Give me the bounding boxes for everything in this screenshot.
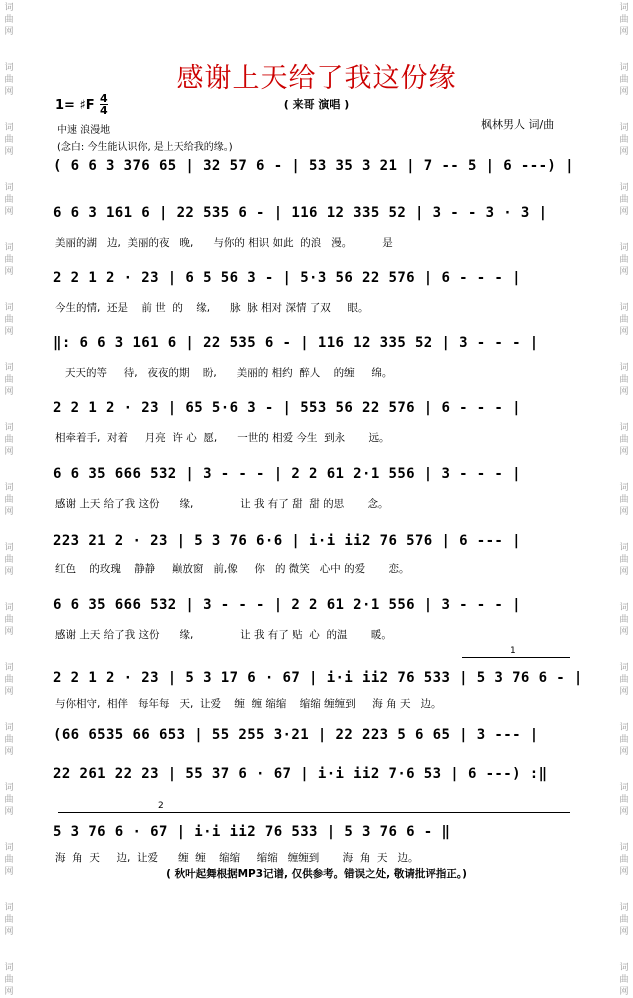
watermark-char: 曲	[4, 915, 14, 925]
watermark-char: 词	[4, 183, 14, 193]
volta-bracket-2	[58, 801, 570, 821]
watermark-char: 词	[4, 903, 14, 913]
watermark-char: 词	[4, 243, 14, 253]
watermark-char: 曲	[4, 855, 14, 865]
author-credit: 枫林男人 词/曲	[481, 118, 555, 131]
watermark-char: 网	[4, 267, 14, 277]
lyric-line-7: 红色 的玫瑰 静静 巅放窗 前,像 你 的 微笑 心中 的爱 恋。	[55, 563, 410, 575]
watermark-char: 网	[4, 507, 14, 517]
watermark-char: 网	[4, 747, 14, 757]
watermark-char: 曲	[4, 255, 14, 265]
score-line-6: 6 6 35 666 532 | 3 - - - | 2 2 61 2·1 556 | 3 - - - |	[53, 466, 521, 482]
watermark-char: 曲	[4, 435, 14, 445]
watermark-char: 网	[619, 567, 629, 577]
score-line-8: 6 6 35 666 532 | 3 - - - | 2 2 61 2·1 556 | 3 - - - |	[53, 597, 521, 613]
watermark-char: 词	[4, 3, 14, 13]
watermark-char: 词	[4, 843, 14, 853]
watermark-char: 词	[4, 603, 14, 613]
watermark-char: 曲	[4, 195, 14, 205]
time-signature-bottom: 4	[100, 104, 108, 117]
watermark-char: 词	[4, 543, 14, 553]
watermark-char: 曲	[619, 135, 629, 145]
watermark-char: 曲	[619, 495, 629, 505]
watermark-char: 曲	[4, 375, 14, 385]
watermark-char: 词	[4, 423, 14, 433]
watermark-char: 曲	[619, 255, 629, 265]
watermark-char: 曲	[619, 435, 629, 445]
watermark-char: 网	[619, 447, 629, 457]
watermark-char: 曲	[4, 975, 14, 985]
watermark-char: 词	[619, 843, 629, 853]
watermark-char: 网	[619, 867, 629, 877]
watermark-char: 曲	[619, 15, 629, 25]
watermark-char: 网	[619, 987, 629, 997]
watermark-char: 曲	[619, 615, 629, 625]
watermark-char: 曲	[619, 795, 629, 805]
watermark-char: 网	[4, 987, 14, 997]
transcription-note: ( 秋叶起舞根据MP3记谱, 仅供参考。错误之处, 敬请批评指正。)	[166, 868, 467, 880]
lyric-line-6: 感谢 上天 给了我 这份 缘, 让 我 有了 甜 甜 的思 念。	[55, 498, 389, 510]
watermark-char: 网	[619, 27, 629, 37]
score-line-11: 22 261 22 23 | 55 37 6 · 67 | i·i ii2 7·6 53 | 6 ---) :‖	[53, 766, 548, 782]
watermark-char: 网	[4, 327, 14, 337]
lyric-line-12: 海 角 天 边, 让爱 缠 缠 缩缩 缩缩 缠缠到 海 角 天 边。	[55, 852, 419, 864]
watermark-char: 网	[4, 207, 14, 217]
time-signature	[100, 93, 108, 116]
watermark-char: 词	[619, 423, 629, 433]
watermark-char: 词	[4, 303, 14, 313]
watermark-char: 曲	[619, 375, 629, 385]
watermark-char: 词	[619, 63, 629, 73]
watermark-char: 曲	[619, 975, 629, 985]
watermark-char: 网	[619, 387, 629, 397]
watermark-char: 词	[619, 723, 629, 733]
score-line-1: ( 6 6 3 376 65 | 32 57 6 - | 53 35 3 21 | 7 -- 5 | 6 ---) |	[53, 158, 574, 174]
watermark-char: 曲	[4, 15, 14, 25]
watermark-char: 曲	[619, 315, 629, 325]
watermark-char: 曲	[4, 495, 14, 505]
watermark-char: 网	[4, 567, 14, 577]
watermark-char: 网	[619, 267, 629, 277]
score-line-3: 2 2 1 2 · 23 | 6 5 56 3 - | 5·3 56 22 576 | 6 - - - |	[53, 270, 521, 286]
watermark-char: 词	[619, 663, 629, 673]
watermark-char: 词	[619, 543, 629, 553]
watermark-char: 网	[619, 627, 629, 637]
watermark-char: 网	[619, 207, 629, 217]
watermark-char: 曲	[4, 735, 14, 745]
watermark-char: 曲	[4, 555, 14, 565]
watermark-char: 词	[619, 3, 629, 13]
score-line-7: 223 21 2 · 23 | 5 3 76 6·6 | i·i ii2 76 576 | 6 --- |	[53, 533, 521, 549]
score-line-5: 2 2 1 2 · 23 | 65 5·6 3 - | 553 56 22 576 | 6 - - - |	[53, 400, 521, 416]
watermark-char: 词	[4, 63, 14, 73]
score-line-2: 6 6 3 161 6 | 22 535 6 - | 116 12 335 52 | 3 - - 3 · 3 |	[53, 205, 548, 221]
volta-1-number: 1	[510, 646, 516, 656]
watermark-char: 曲	[4, 315, 14, 325]
watermark-char: 曲	[619, 915, 629, 925]
score-line-12: 5 3 76 6 · 67 | i·i ii2 76 533 | 5 3 76 6 - ‖	[53, 824, 451, 840]
watermark-char: 曲	[4, 615, 14, 625]
watermark-char: 网	[4, 807, 14, 817]
watermark-char: 词	[619, 183, 629, 193]
watermark-char: 词	[4, 363, 14, 373]
watermark-char: 网	[4, 447, 14, 457]
watermark-char: 网	[4, 387, 14, 397]
watermark-char: 曲	[619, 195, 629, 205]
lyric-line-5: 相牵着手, 对着 月亮 许 心 愿, 一世的 相爱 今生 到永 远。	[55, 432, 390, 444]
watermark-char: 词	[4, 723, 14, 733]
watermark-char: 曲	[4, 75, 14, 85]
tempo-marking: 中速 浪漫地	[57, 125, 111, 136]
watermark-char: 曲	[619, 855, 629, 865]
watermark-char: 网	[4, 867, 14, 877]
lyric-line-2: 美丽的湖 边, 美丽的夜 晚, 与你的 相识 如此 的浪 漫。 是	[55, 237, 393, 249]
watermark-char: 曲	[4, 795, 14, 805]
watermark-char: 词	[4, 783, 14, 793]
right-watermark-strip	[615, 0, 633, 997]
lyric-line-9: 与你相守, 相伴 每年每 天, 让爱 缠 缠 缩缩 缩缩 缠缠到 海 角 天 边。	[55, 698, 442, 710]
narration-note: (念白: 今生能认识你, 是上天给我的缘。)	[57, 142, 233, 153]
song-title: 感谢上天给了我这份缘	[176, 63, 457, 94]
watermark-char: 网	[4, 627, 14, 637]
watermark-char: 词	[619, 903, 629, 913]
watermark-char: 网	[619, 87, 629, 97]
watermark-char: 网	[4, 147, 14, 157]
watermark-char: 网	[619, 147, 629, 157]
left-watermark-strip	[0, 0, 18, 997]
watermark-char: 网	[619, 927, 629, 937]
volta-bracket-1	[462, 646, 570, 666]
watermark-char: 词	[619, 123, 629, 133]
score-line-10: (66 6535 66 653 | 55 255 3·21 | 22 223 5 6 65 | 3 --- |	[53, 727, 539, 743]
watermark-char: 曲	[619, 75, 629, 85]
watermark-char: 曲	[4, 135, 14, 145]
watermark-char: 曲	[619, 675, 629, 685]
watermark-char: 网	[619, 507, 629, 517]
watermark-char: 词	[4, 483, 14, 493]
watermark-char: 词	[4, 963, 14, 973]
watermark-char: 网	[4, 27, 14, 37]
watermark-char: 词	[619, 363, 629, 373]
score-line-4: ‖: 6 6 3 161 6 | 22 535 6 - | 116 12 335 52 | 3 - - - |	[53, 335, 539, 351]
key-signature: 1= ♯F	[55, 98, 95, 113]
watermark-char: 词	[619, 483, 629, 493]
watermark-char: 网	[619, 747, 629, 757]
watermark-char: 曲	[4, 675, 14, 685]
watermark-char: 网	[619, 327, 629, 337]
lyric-line-3: 今生的情, 还是 前 世 的 缘, 脉 脉 相对 深情 了双 眼。	[55, 302, 369, 314]
watermark-char: 词	[619, 603, 629, 613]
watermark-char: 词	[619, 303, 629, 313]
watermark-char: 词	[4, 123, 14, 133]
watermark-char: 网	[4, 927, 14, 937]
watermark-char: 曲	[619, 555, 629, 565]
watermark-char: 曲	[619, 735, 629, 745]
volta-2-number: 2	[158, 801, 164, 811]
watermark-char: 网	[4, 87, 14, 97]
watermark-char: 网	[619, 687, 629, 697]
time-signature-top: 4	[100, 92, 108, 105]
watermark-char: 网	[4, 687, 14, 697]
watermark-char: 词	[619, 963, 629, 973]
watermark-char: 网	[619, 807, 629, 817]
score-line-9: 2 2 1 2 · 23 | 5 3 17 6 · 67 | i·i ii2 76 533 | 5 3 76 6 - |	[53, 670, 583, 686]
lyric-line-4: 天天的等 待, 夜夜的期 盼, 美丽的 相约 醉人 的缠 绵。	[55, 367, 393, 379]
watermark-char: 词	[619, 243, 629, 253]
watermark-char: 词	[619, 783, 629, 793]
watermark-char: 词	[4, 663, 14, 673]
lyric-line-8: 感谢 上天 给了我 这份 缘, 让 我 有了 贴 心 的温 暖。	[55, 629, 392, 641]
singer-credit: ( 来哥 演唱 )	[283, 98, 350, 111]
